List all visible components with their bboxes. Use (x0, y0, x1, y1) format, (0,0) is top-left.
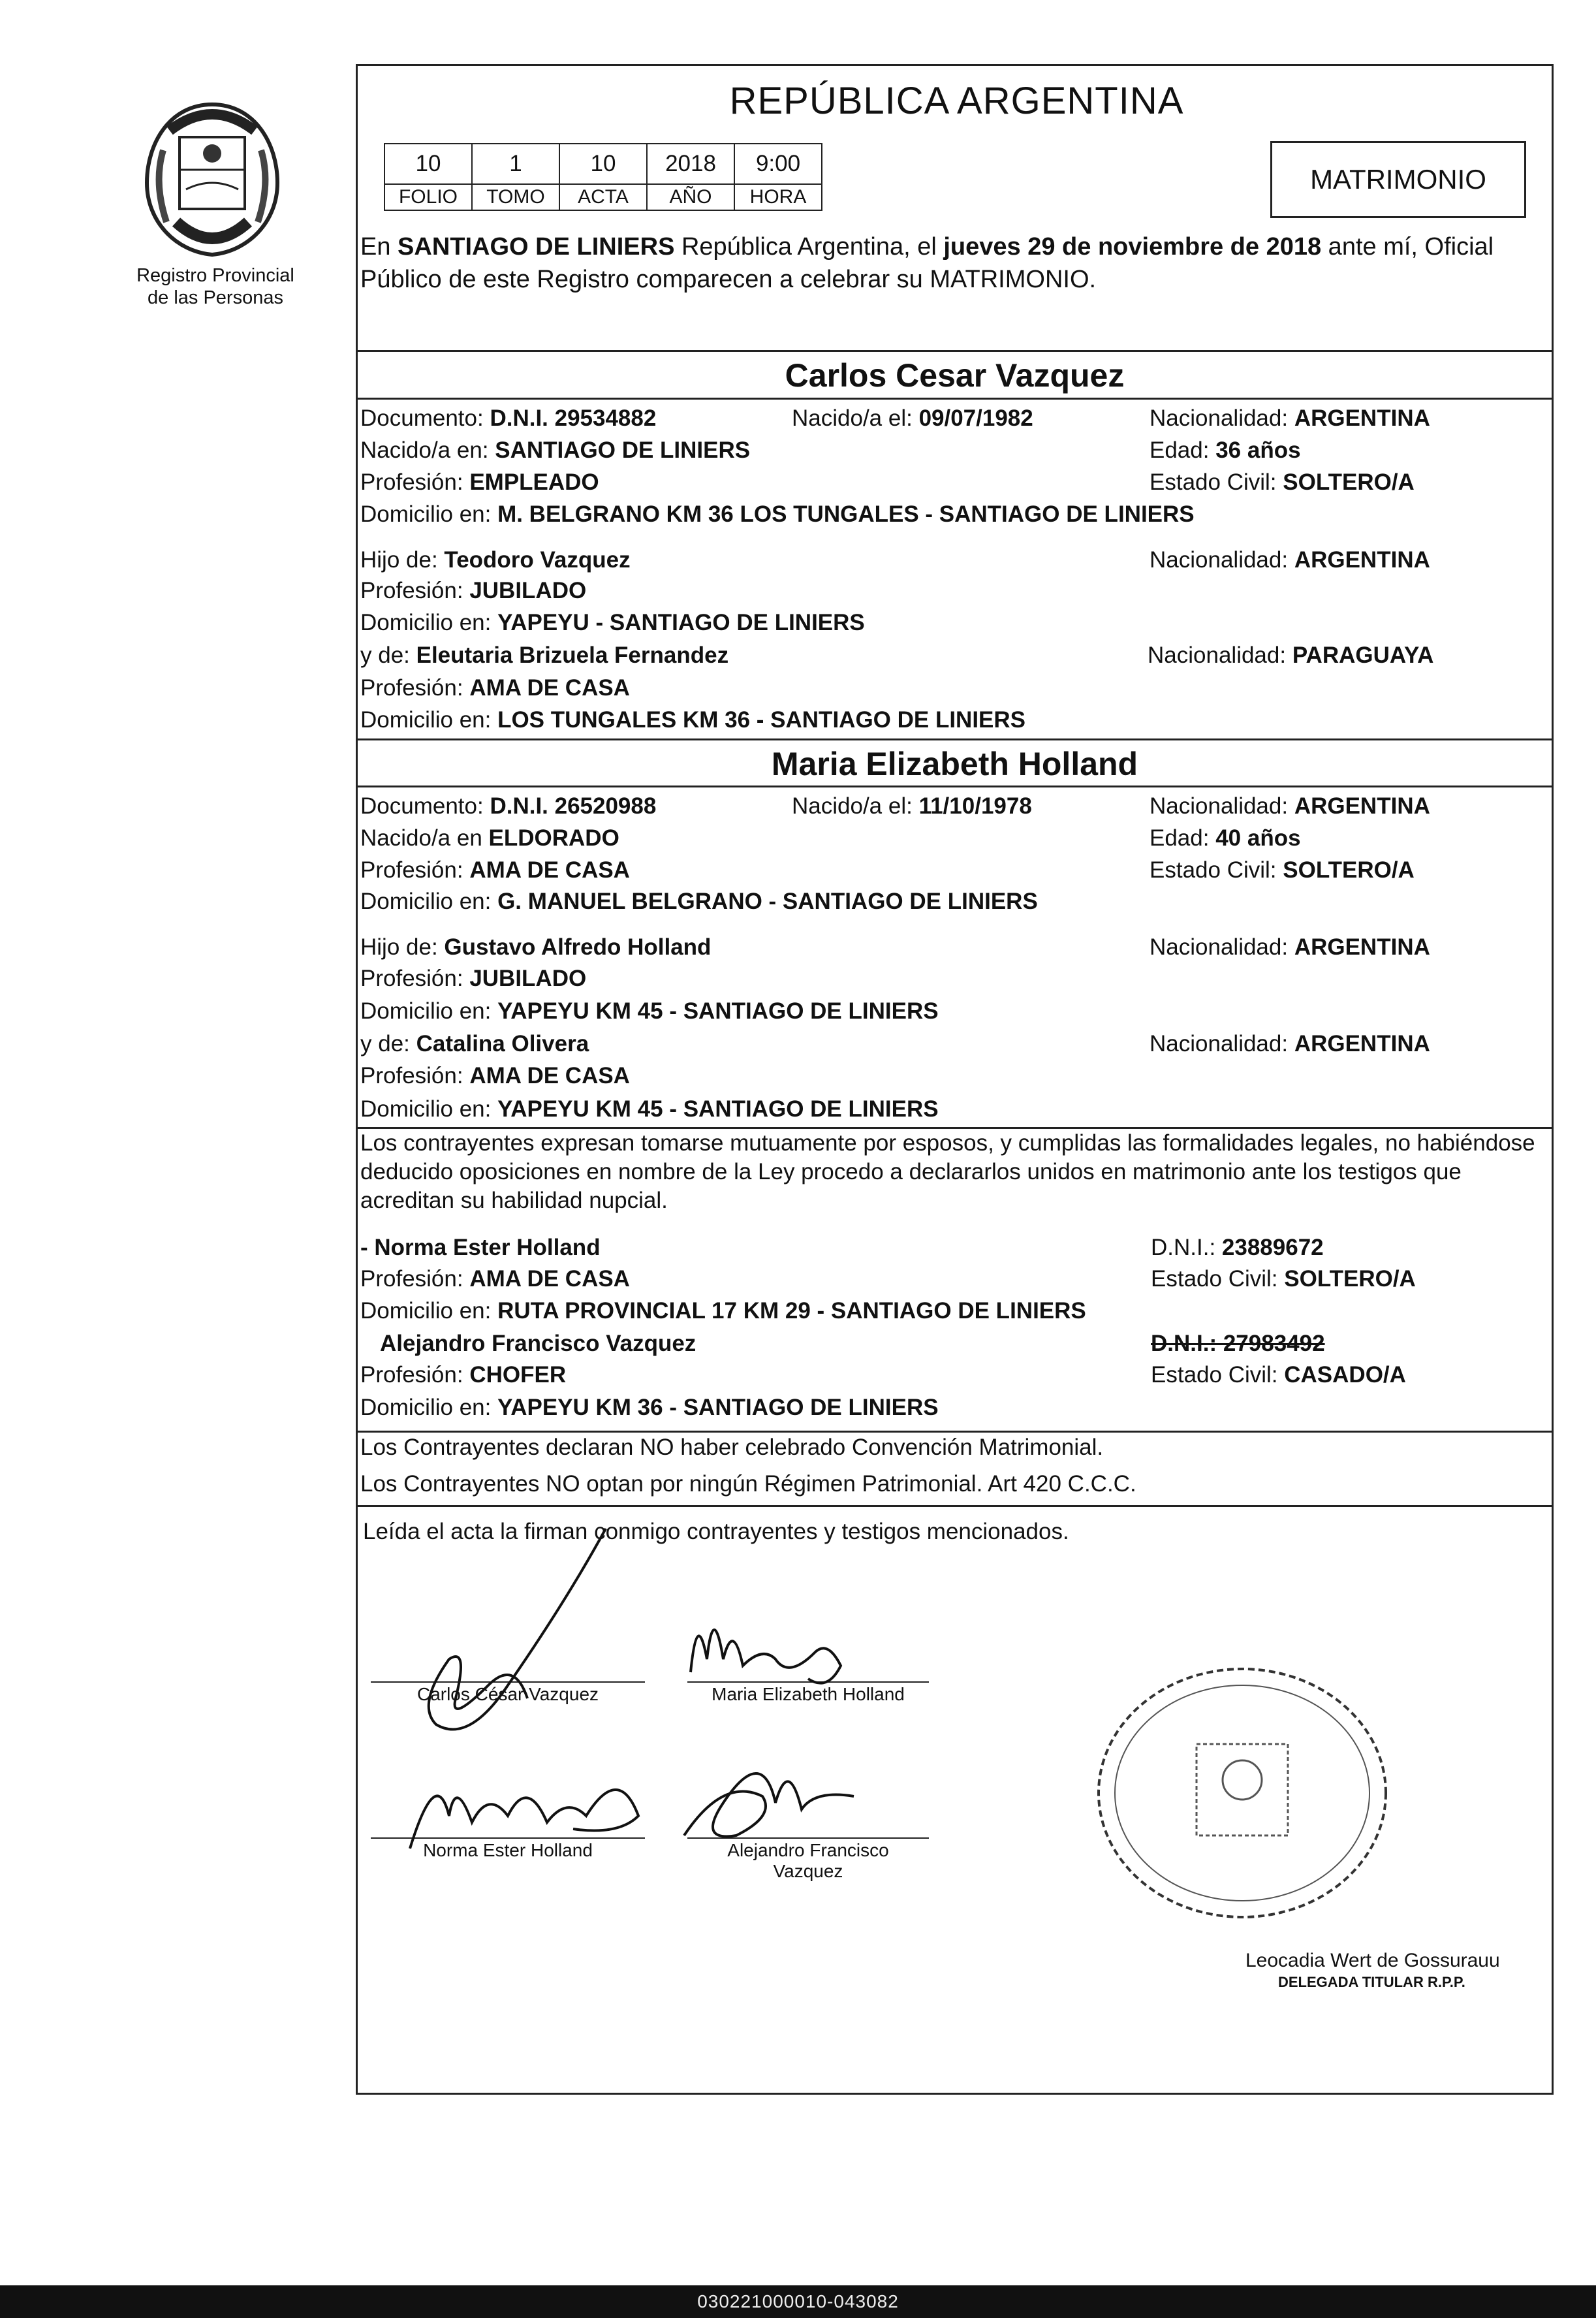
country-title: REPÚBLICA ARGENTINA (729, 80, 1184, 122)
bride-mother-domicilio: Domicilio en: YAPEYU KM 45 - SANTIAGO DE LINIERS (360, 1096, 939, 1122)
bride-mother-name: y de: Catalina Olivera (360, 1031, 589, 1056)
groom-father-name: Hijo de: Teodoro Vazquez (360, 547, 631, 573)
registry-label (98, 264, 333, 309)
groom-father-domicilio: Domicilio en: YAPEYU - SANTIAGO DE LINIERS (360, 610, 865, 635)
groom-nacionalidad: Nacionalidad: ARGENTINA (1150, 405, 1430, 431)
bride-nacido-en: Nacido/a en ELDORADO (360, 825, 619, 851)
bride-estado-civil: Estado Civil: SOLTERO/A (1150, 857, 1415, 883)
witness2-name: Alejandro Francisco Vazquez (380, 1331, 696, 1356)
divider (358, 350, 1552, 352)
groom-signature-stroke (429, 1529, 606, 1730)
groom-estado-civil: Estado Civil: SOLTERO/A (1150, 469, 1415, 495)
witness2-signature-label: Alejandro Francisco Vazquez (727, 1840, 889, 1881)
divider (358, 398, 1552, 400)
divider (358, 1431, 1552, 1433)
groom-mother-domicilio: Domicilio en: LOS TUNGALES KM 36 - SANTIAGO DE LINIERS (360, 707, 1026, 733)
groom-father-nacionalidad: Nacionalidad: ARGENTINA (1150, 547, 1430, 573)
official-title: DELEGADA TITULAR R.P.P. (1278, 1974, 1465, 1990)
acta-label: ACTA (559, 184, 647, 210)
intro-text-3: ante mí, Oficial Público de este Registro comparecen a celebrar su MATRIMONIO. (360, 233, 1494, 293)
witness2-dni: D.N.I.: 27983492 (1151, 1331, 1325, 1356)
groom-nacido-en: Nacido/a en: SANTIAGO DE LINIERS (360, 437, 751, 463)
convention-line-1: Los Contrayentes declaran NO haber celebrado Convención Matrimonial. (360, 1435, 1104, 1460)
groom-documento: Documento: D.N.I. 29534882 (360, 405, 657, 431)
intro-paragraph (360, 230, 1548, 296)
bride-nacido-el: Nacido/a el: 11/10/1978 (792, 793, 1032, 819)
groom-mother-profesion: Profesión: AMA DE CASA (360, 675, 630, 701)
witness1-estado-civil: Estado Civil: SOLTERO/A (1151, 1266, 1416, 1292)
witness1-dni: D.N.I.: 23889672 (1151, 1235, 1324, 1260)
intro-date: jueves 29 de noviembre de 2018 (943, 233, 1322, 261)
intro-place: SANTIAGO DE LINIERS (398, 233, 675, 261)
bride-father-nacionalidad: Nacionalidad: ARGENTINA (1150, 934, 1430, 960)
bride-father-name: Hijo de: Gustavo Alfredo Holland (360, 934, 712, 960)
hora-value: 9:00 (734, 144, 822, 184)
declaration-paragraph: Los contrayentes expresan tomarse mutuamente por esposos, y cumplidas las formalidades legales, no habiéndose deducido oposiciones en nombre de la Ley procedo a declararlos unidos en matrimonio ante los testigos que acreditan su habilidad nupcial. (360, 1130, 1535, 1213)
groom-nacido-el: Nacido/a el: 09/07/1982 (792, 405, 1033, 431)
witness2-domicilio: Domicilio en: YAPEYU KM 36 - SANTIAGO DE LINIERS (360, 1395, 939, 1420)
groom-profesion: Profesión: EMPLEADO (360, 469, 599, 495)
footer-code: 030221000010-043082 (0, 2285, 1596, 2318)
bride-name: Maria Elizabeth Holland (771, 746, 1138, 782)
divider (358, 738, 1552, 740)
divider (358, 786, 1552, 787)
official-name: Leocadia Wert de Gossurauu (1245, 1950, 1500, 1971)
bride-father-profesion: Profesión: JUBILADO (360, 966, 587, 991)
groom-mother-name: y de: Eleutaria Brizuela Fernandez (360, 643, 729, 668)
folio-label: FOLIO (384, 184, 472, 210)
anio-value: 2018 (647, 144, 734, 184)
provincial-seal-logo (124, 91, 300, 268)
registry-label-line1: Registro Provincial (136, 265, 294, 286)
tomo-value: 1 (472, 144, 559, 184)
acta-value: 10 (559, 144, 647, 184)
bride-signature-stroke (691, 1630, 841, 1683)
groom-name: Carlos Cesar Vazquez (785, 357, 1125, 394)
groom-signature-label: Carlos César Vazquez (416, 1684, 599, 1704)
bride-domicilio: Domicilio en: G. MANUEL BELGRANO - SANTIAGO DE LINIERS (360, 889, 1038, 914)
witness2-profesion: Profesión: CHOFER (360, 1362, 567, 1388)
groom-domicilio: Domicilio en: M. BELGRANO KM 36 LOS TUNGALES - SANTIAGO DE LINIERS (360, 501, 1195, 527)
witness1-profesion: Profesión: AMA DE CASA (360, 1266, 630, 1292)
witness1-domicilio: Domicilio en: RUTA PROVINCIAL 17 KM 29 - SANTIAGO DE LINIERS (360, 1298, 1086, 1324)
groom-father-profesion: Profesión: JUBILADO (360, 578, 587, 603)
official-stamp (1086, 1659, 1399, 1933)
intro-text-1: En (360, 233, 398, 261)
groom-mother-nacionalidad: Nacionalidad: PARAGUAYA (1148, 643, 1434, 668)
witness1-name: - Norma Ester Holland (360, 1235, 601, 1260)
bride-nacionalidad: Nacionalidad: ARGENTINA (1150, 793, 1430, 819)
witness2-estado-civil: Estado Civil: CASADO/A (1151, 1362, 1406, 1388)
witness2-signature-stroke (684, 1773, 854, 1836)
bride-father-domicilio: Domicilio en: YAPEYU KM 45 - SANTIAGO DE LINIERS (360, 998, 939, 1024)
bride-profesion: Profesión: AMA DE CASA (360, 857, 630, 883)
folio-value: 10 (384, 144, 472, 184)
bride-mother-nacionalidad: Nacionalidad: ARGENTINA (1150, 1031, 1430, 1056)
anio-label: AÑO (647, 184, 734, 210)
bride-documento: Documento: D.N.I. 26520988 (360, 793, 657, 819)
hora-label: HORA (734, 184, 822, 210)
convention-line-2: Los Contrayentes NO optan por ningún Régimen Patrimonial. Art 420 C.C.C. (360, 1471, 1136, 1497)
act-type-box: MATRIMONIO (1270, 141, 1526, 218)
witness1-signature-stroke (410, 1790, 638, 1849)
record-counters (384, 143, 822, 211)
bride-edad: Edad: 40 años (1150, 825, 1301, 851)
groom-edad: Edad: 36 años (1150, 437, 1301, 463)
bride-mother-profesion: Profesión: AMA DE CASA (360, 1063, 630, 1088)
intro-text-2: República Argentina, el (674, 233, 944, 261)
divider (358, 1505, 1552, 1507)
registry-label-line2: de las Personas (148, 287, 283, 308)
witness1-signature-label: Norma Ester Holland (423, 1840, 593, 1860)
tomo-label: TOMO (472, 184, 559, 210)
bride-signature-label: Maria Elizabeth Holland (712, 1684, 905, 1704)
certificate-frame (356, 64, 1554, 2095)
closing-text: Leída el acta la firman conmigo contrayentes y testigos mencionados. (363, 1519, 1069, 1544)
